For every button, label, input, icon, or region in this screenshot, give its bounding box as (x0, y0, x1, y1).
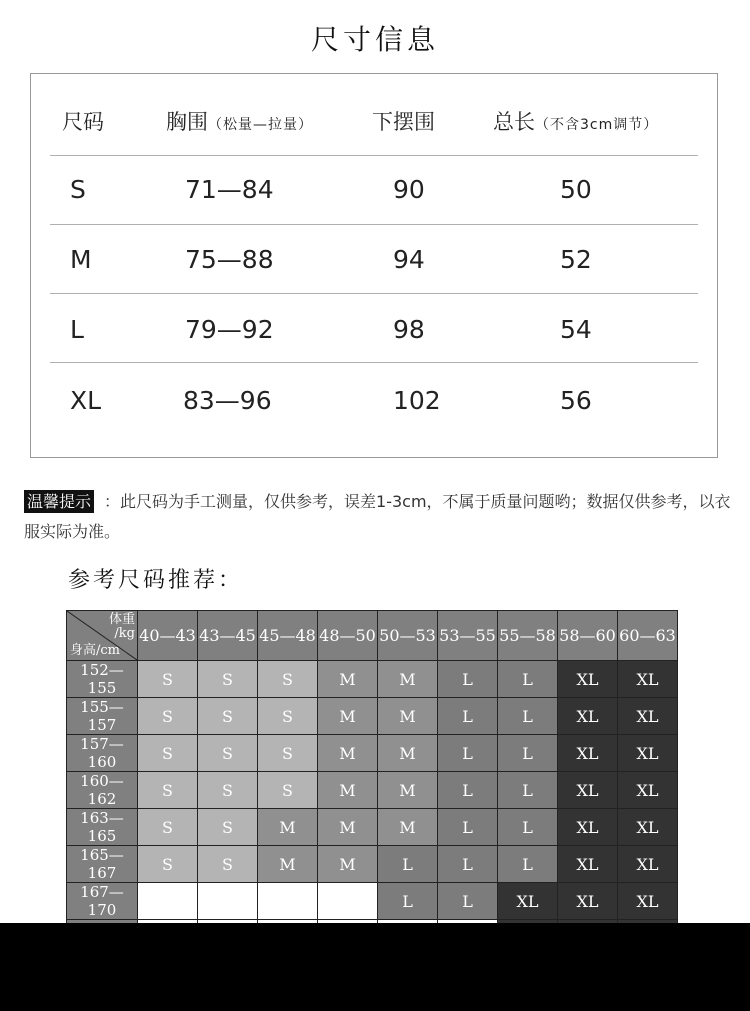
header-size-label: 尺码 (62, 110, 104, 134)
tip-badge: 温馨提示 (24, 490, 94, 513)
hem-cell: 90 (393, 175, 425, 204)
size-recommendation-cell: M (378, 698, 438, 735)
tip-text: 此尺码为手工测量，仅供参考，误差1-3cm，不属于质量问题哟；数据仅供参考，以衣服实际为准。 (24, 492, 731, 541)
table-row (67, 661, 678, 698)
size-recommendation-cell: L (498, 846, 558, 883)
size-recommendation-cell: L (498, 809, 558, 846)
size-recommendation-cell: L (378, 846, 438, 883)
table-row (67, 698, 678, 735)
size-recommendation-cell: XL (618, 846, 678, 883)
size-recommendation-cell: XL (618, 735, 678, 772)
table-row (67, 809, 678, 846)
size-recommendation-cell: S (138, 846, 198, 883)
size-recommendation-cell: M (318, 661, 378, 698)
header-chest-note: （松量—拉量） (208, 117, 313, 133)
size-recommendation-cell: XL (618, 809, 678, 846)
table-row (67, 735, 678, 772)
header-chest-label: 胸围 (166, 110, 208, 134)
chest-cell: 71—84 (185, 175, 274, 204)
header-length-note: （不含3cm调节） (535, 117, 659, 133)
recommend-body (67, 661, 678, 957)
size-recommendation-cell: M (318, 846, 378, 883)
recommend-header-row (67, 611, 678, 661)
tip-colon: ： (104, 492, 121, 511)
size-recommendation-cell: S (138, 735, 198, 772)
size-cell: S (70, 175, 86, 204)
header-hem-label: 下摆围 (372, 110, 435, 134)
bottom-band (0, 923, 750, 1011)
size-recommendation-cell: L (438, 661, 498, 698)
table-row (67, 883, 678, 920)
header-chest (166, 106, 313, 136)
weight-header: 53—55 (438, 611, 498, 661)
hem-cell: 98 (393, 315, 425, 344)
size-cell: XL (70, 386, 102, 415)
size-recommendation-cell: XL (618, 883, 678, 920)
size-recommendation-cell: M (318, 772, 378, 809)
size-recommendation-cell: XL (618, 698, 678, 735)
size-recommendation-cell: S (138, 809, 198, 846)
table-row (67, 846, 678, 883)
size-recommendation-cell: XL (558, 846, 618, 883)
size-cell: L (70, 315, 84, 344)
chest-cell: 83—96 (183, 386, 272, 415)
size-recommendation-cell: S (198, 735, 258, 772)
size-recommendation-cell: L (438, 735, 498, 772)
size-recommendation-cell: L (438, 809, 498, 846)
size-recommendation-cell: L (378, 883, 438, 920)
size-recommendation-cell: L (438, 698, 498, 735)
size-recommendation-cell: S (198, 809, 258, 846)
size-recommendation-cell: XL (498, 883, 558, 920)
divider (50, 155, 698, 156)
height-header: 155—157 (67, 698, 138, 735)
size-recommendation-cell: S (258, 661, 318, 698)
size-recommendation-cell: S (198, 661, 258, 698)
size-recommendation-cell (198, 883, 258, 920)
weight-header: 58—60 (558, 611, 618, 661)
table-corner (67, 611, 138, 661)
hem-cell: 102 (393, 386, 441, 415)
size-recommendation-cell: M (318, 809, 378, 846)
size-recommendation-cell: S (138, 698, 198, 735)
length-cell: 56 (560, 386, 592, 415)
header-size (62, 106, 104, 136)
weight-header: 60—63 (618, 611, 678, 661)
tip-note (24, 487, 734, 547)
recommend-table (66, 610, 678, 957)
corner-weight-label: 体重 /kg (108, 612, 135, 641)
size-recommendation-cell: XL (558, 735, 618, 772)
recommend-title: 参考尺码推荐： (68, 568, 244, 593)
size-recommendation-cell: S (258, 698, 318, 735)
size-recommendation-cell: XL (618, 772, 678, 809)
size-recommendation-cell: L (438, 772, 498, 809)
hem-cell: 94 (393, 245, 425, 274)
size-recommendation-cell: S (138, 772, 198, 809)
size-recommendation-cell: L (498, 661, 558, 698)
size-recommendation-cell: M (378, 772, 438, 809)
size-recommendation-cell (258, 883, 318, 920)
weight-header: 48—50 (318, 611, 378, 661)
size-recommendation-cell: L (498, 735, 558, 772)
size-recommendation-cell (318, 883, 378, 920)
size-recommendation-cell: L (498, 698, 558, 735)
size-recommendation-cell (138, 883, 198, 920)
size-recommendation-cell: M (258, 846, 318, 883)
size-recommendation-cell: M (378, 735, 438, 772)
size-recommendation-cell: XL (558, 698, 618, 735)
divider (50, 293, 698, 294)
size-recommendation-cell: S (258, 735, 318, 772)
size-recommendation-cell: XL (558, 809, 618, 846)
divider (50, 224, 698, 225)
size-recommendation-cell: L (438, 883, 498, 920)
page-title: 尺寸信息 (310, 23, 439, 56)
size-recommendation-cell: XL (558, 661, 618, 698)
length-cell: 52 (560, 245, 592, 274)
size-recommendation-cell: M (378, 661, 438, 698)
size-recommendation-cell: S (258, 772, 318, 809)
chest-cell: 75—88 (185, 245, 274, 274)
height-header: 160—162 (67, 772, 138, 809)
size-recommendation-cell: XL (618, 661, 678, 698)
size-recommendation-cell: L (498, 772, 558, 809)
size-recommendation-cell: S (138, 661, 198, 698)
size-recommendation-cell: M (258, 809, 318, 846)
weight-header: 55—58 (498, 611, 558, 661)
height-header: 165—167 (67, 846, 138, 883)
table-row (67, 772, 678, 809)
length-cell: 50 (560, 175, 592, 204)
weight-header: 50—53 (378, 611, 438, 661)
chest-cell: 79—92 (185, 315, 274, 344)
weight-header: 40—43 (138, 611, 198, 661)
size-recommendation-cell: XL (558, 883, 618, 920)
header-length-label: 总长 (493, 110, 535, 134)
size-cell: M (70, 245, 92, 274)
height-header: 163—165 (67, 809, 138, 846)
size-recommendation-cell: L (438, 846, 498, 883)
corner-height-label: 身高/cm (70, 643, 120, 658)
header-hem (372, 106, 435, 136)
size-recommendation-cell: M (318, 735, 378, 772)
size-recommendation-cell: S (198, 846, 258, 883)
divider (50, 362, 698, 363)
length-cell: 54 (560, 315, 592, 344)
size-recommendation-cell: XL (558, 772, 618, 809)
size-recommendation-cell: M (318, 698, 378, 735)
height-header: 167—170 (67, 883, 138, 920)
height-header: 152—155 (67, 661, 138, 698)
weight-header: 45—48 (258, 611, 318, 661)
header-length (493, 106, 658, 136)
height-header: 157—160 (67, 735, 138, 772)
weight-header: 43—45 (198, 611, 258, 661)
size-recommendation-cell: M (378, 809, 438, 846)
size-recommendation-cell: S (198, 772, 258, 809)
size-recommendation-cell: S (198, 698, 258, 735)
